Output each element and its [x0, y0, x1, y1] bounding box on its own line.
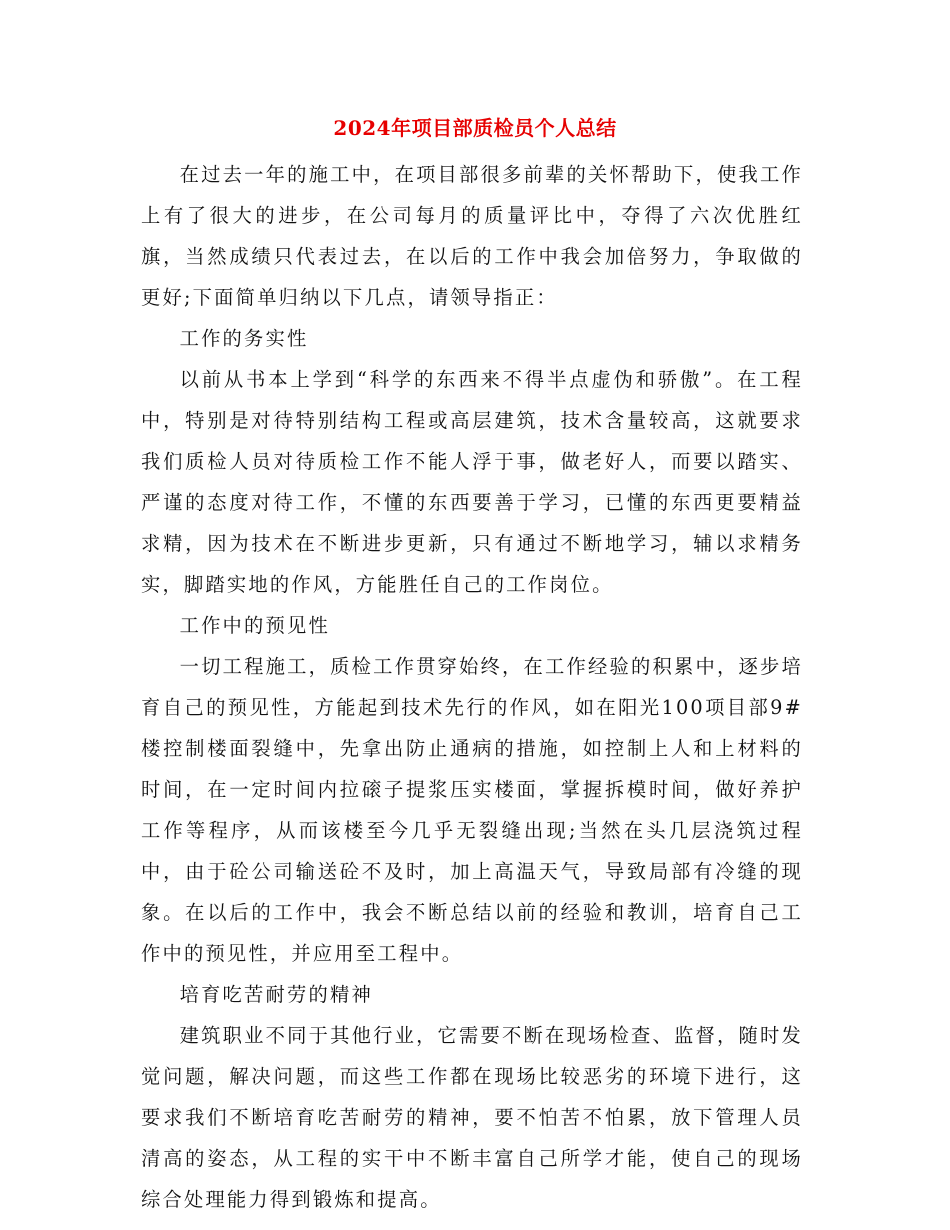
- section-heading-foresight: 工作中的预见性: [179, 614, 330, 637]
- section-paragraph-practicality: 以前从书本上学到“科学的东西来不得半点虚伪和骄傲”。在工程中，特别是对待特别结构工程或高层建筑，技术含量较高，这就要求我们质检人员对待质检工作不能人浮于事，做老好人，而要以踏实、严谨的态度对待工作，不懂的东西要善于学习，已懂的东西更要精益求精，因为技术在不断进步更新，只有通过不断地学习，辅以求精务实，脚踏实地的作风，方能胜任自己的工作岗位。: [141, 368, 803, 596]
- section-heading-practicality: 工作的务实性: [179, 327, 309, 350]
- section-heading-hardwork: 培育吃苦耐劳的精神: [179, 983, 373, 1006]
- document-title: 2024年项目部质检员个人总结: [333, 116, 617, 140]
- document-body: [141, 154, 803, 1220]
- intro-paragraph: 在过去一年的施工中，在项目部很多前辈的关怀帮助下，使我工作上有了很大的进步，在公司每月的质量评比中，夺得了六次优胜红旗，当然成绩只代表过去，在以后的工作中我会加倍努力，争取做的更好;下面简单归纳以下几点，请领导指正：: [141, 163, 803, 309]
- section-paragraph-hardwork: 建筑职业不同于其他行业，它需要不断在现场检查、监督，随时发觉问题，解决问题，而这些工作都在现场比较恶劣的环境下进行，这要求我们不断培育吃苦耐劳的精神，要不怕苦不怕累，放下管理人员清高的姿态，从工程的实干中不断丰富自己所学才能，使自己的现场综合处理能力得到锻炼和提高。: [141, 1024, 803, 1211]
- section-paragraph-foresight: 一切工程施工，质检工作贯穿始终，在工作经验的积累中，逐步培育自己的预见性，方能起到技术先行的作风，如在阳光100项目部9#楼控制楼面裂缝中，先拿出防止通病的措施，如控制上人和上材料的时间，在一定时间内拉磙子提浆压实楼面，掌握拆模时间，做好养护工作等程序，从而该楼至今几乎无裂缝出现;当然在头几层浇筑过程中，由于砼公司输送砼不及时，加上高温天气，导致局部有冷缝的现象。在以后的工作中，我会不断总结以前的经验和教训，培育自己工作中的预见性，并应用至工程中。: [141, 655, 803, 965]
